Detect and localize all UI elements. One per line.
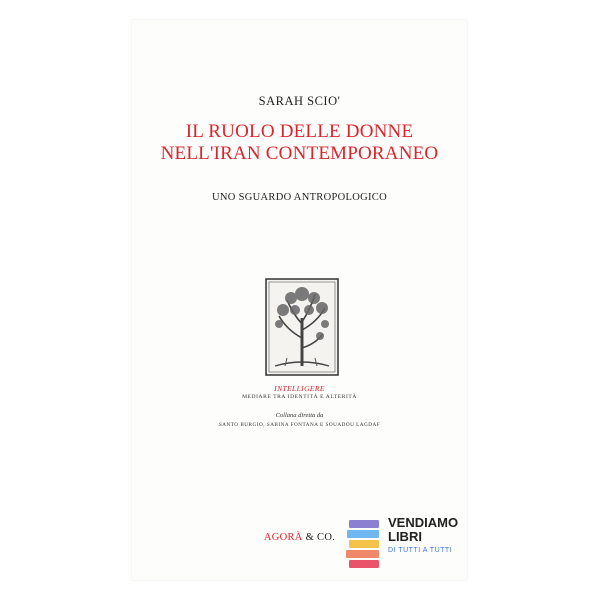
- book-title: [132, 121, 467, 165]
- logo-line-1: VENDIAMO: [388, 515, 459, 530]
- publisher-part-1: AGORÀ: [263, 532, 303, 543]
- title-line-2: NELL'IRAN CONTEMPORANEO: [160, 143, 439, 164]
- series-editors: SANTO BURGIO, SABINA FONTANA E SOUADOU LAGDAF: [218, 422, 381, 428]
- series-name: INTELLIGERE: [274, 384, 325, 393]
- logo-line-2: LIBRI: [388, 529, 422, 544]
- curated-by-label: Collana diretta da: [275, 412, 324, 419]
- series-subtitle: MEDIARE TRA IDENTITÀ E ALTERITÀ: [242, 394, 357, 400]
- tree-emblem-icon: [265, 278, 339, 376]
- logo-tagline: DI TUTTI A TUTTI: [388, 547, 453, 554]
- title-line-1: IL RUOLO DELLE DONNE: [185, 121, 414, 142]
- book-subtitle: UNO SGUARDO ANTROPOLOGICO: [212, 192, 387, 203]
- publisher-part-2: & CO.: [305, 532, 336, 543]
- logo-title: [388, 516, 458, 544]
- books-stack-icon: [343, 516, 385, 570]
- book-cover: [132, 20, 467, 580]
- vendiamo-libri-watermark: [343, 510, 473, 576]
- author-name: SARAH SCIO': [258, 94, 341, 108]
